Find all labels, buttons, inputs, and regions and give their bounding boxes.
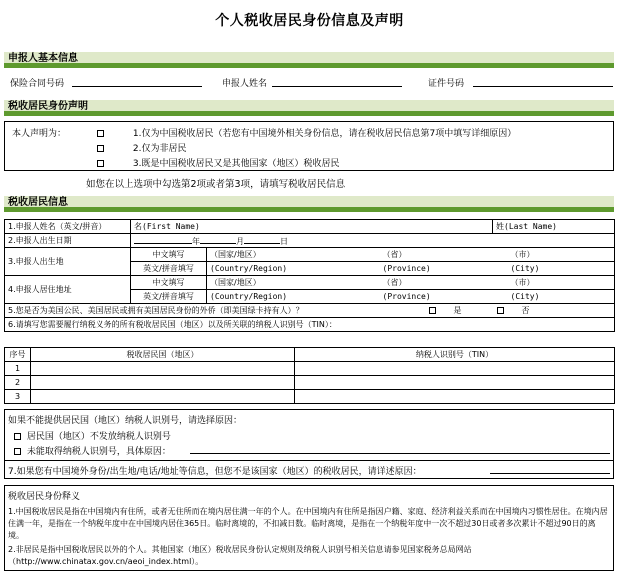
birthplace-cn-city[interactable]: （市）	[493, 248, 615, 262]
birthplace-en-label: 英文/拼音填写	[131, 262, 207, 276]
id-no-label: 证件号码	[428, 79, 465, 89]
birthplace-en-country[interactable]: (Country/Region)	[207, 262, 353, 276]
option-1-text: 1.仅为中国税收居民（若您有中国境外相关身份信息，请在税收居民信息第7项中填写详细原因）	[132, 129, 517, 139]
table-row: 2	[5, 376, 31, 390]
birthplace-label: 3.申报人出生地	[5, 248, 131, 276]
first-name-field[interactable]: 名(First Name)	[131, 220, 493, 234]
no-tin-label: 如果不能提供居民国（地区）纳税人识别号，请选择原因：	[8, 416, 243, 426]
notes-paragraph-2: 2.非居民是指中国税收居民以外的个人。其他国家（地区）税收居民身份认定规则及纳税人识别号相关信息请参见国家税务总局网站（http://www.chinatax.gov.cn/aeoi_index.html）。	[8, 545, 472, 566]
address-label: 4.申报人居住地址	[5, 276, 131, 304]
tin-value-1[interactable]	[295, 362, 615, 376]
tin-country-2[interactable]	[31, 376, 295, 390]
address-en-province[interactable]: (Province)	[353, 290, 493, 304]
address-cn-label: 中文填写	[131, 276, 207, 290]
us-person-no-label: 否	[521, 306, 530, 315]
id-no-field[interactable]	[473, 86, 613, 87]
tin-value-3[interactable]	[295, 390, 615, 404]
day-label: 日	[280, 236, 288, 246]
month-label: 月	[236, 236, 244, 246]
us-person-yes-label: 是	[453, 306, 462, 315]
option-2-text: 2.仅为非居民	[132, 144, 187, 154]
tin-country-1[interactable]	[31, 362, 295, 376]
tin-country-3[interactable]	[31, 390, 295, 404]
birthplace-cn-label: 中文填写	[131, 248, 207, 262]
tin-table	[4, 347, 615, 404]
birth-date-field[interactable]	[131, 234, 615, 248]
table-row: 3	[5, 390, 31, 404]
address-en-city[interactable]: (City)	[493, 290, 615, 304]
resident-info-table	[4, 219, 615, 332]
row7-reason-field[interactable]	[490, 473, 610, 474]
applicant-name-field[interactable]	[272, 86, 402, 87]
address-cn-province[interactable]: （省）	[353, 276, 493, 290]
tin-col-seq: 序号	[5, 348, 31, 362]
no-tin-checkbox-1[interactable]	[14, 433, 21, 440]
tin-col-tin: 纳税人识别号（TIN）	[295, 348, 615, 362]
year-label: 年	[192, 236, 200, 246]
tin-instruction: 6.请填写您需要履行纳税义务的所有税收居民国（地区）以及所关联的纳税人识别号（TIN）：	[5, 318, 615, 332]
row7-divider	[4, 460, 614, 461]
last-name-field[interactable]: 姓(Last Name)	[493, 220, 615, 234]
us-person-no-checkbox[interactable]	[497, 307, 504, 314]
notes-paragraph-1: 1.中国税收居民是指在中国境内有住所，或者无住所而在境内居住满一年的个人。在中国境内有住所是指因户籍、家庭、经济利益关系而在中国境内习惯性居住。在境内居住满一年，是指在一个纳税年度中在中国境内居住365日。临时离境的，不扣减日数。临时离境，是指在一个纳税年度中一次不超过30日或者多次累计不超过90日的离境。	[8, 507, 608, 540]
us-person-question: 5.您是否为美国公民、美国居民或拥有美国居民身份的外侨（即美国绿卡持有人）？	[8, 306, 304, 315]
no-tin-option-2-text: 未能取得纳税人识别号，具体原因：	[26, 447, 171, 457]
checkbox-option-2[interactable]	[97, 145, 104, 152]
row7-label: 7.如果您有中国境外身份/出生地/电话/地址等信息，但您不是该国家（地区）的税收居民，请详述原因：	[8, 467, 422, 477]
birthplace-en-province[interactable]: (Province)	[353, 262, 493, 276]
applicant-name-label: 申报人姓名	[222, 79, 268, 89]
birthplace-cn-province[interactable]: （省）	[353, 248, 493, 262]
page-title: 个人税收居民身份信息及声明	[215, 13, 404, 29]
declaration-label: 本人声明为：	[12, 129, 67, 139]
no-tin-option-2	[14, 444, 171, 457]
tin-col-country: 税收居民国（地区）	[31, 348, 295, 362]
address-en-country[interactable]: (Country/Region)	[207, 290, 353, 304]
option-3-text: 3.既是中国税收居民又是其他国家（地区）税收居民	[132, 159, 340, 169]
address-en-label: 英文/拼音填写	[131, 290, 207, 304]
policy-no-field[interactable]	[72, 86, 202, 87]
no-tin-option-1-text: 居民国（地区）不发放纳税人识别号	[26, 432, 171, 442]
no-tin-option-1	[14, 429, 171, 442]
no-tin-checkbox-2[interactable]	[14, 448, 21, 455]
address-cn-country[interactable]: （国家/地区）	[207, 276, 353, 290]
tin-value-2[interactable]	[295, 376, 615, 390]
checkbox-option-3[interactable]	[97, 160, 104, 167]
policy-no-label: 保险合同号码	[10, 79, 65, 89]
checkbox-option-1[interactable]	[97, 130, 104, 137]
declaration-option-3	[97, 156, 339, 169]
birth-date-label: 2.申报人出生日期	[5, 234, 131, 248]
birthplace-cn-country[interactable]: （国家/地区）	[207, 248, 353, 262]
notes-heading: 税收居民身份释义	[8, 492, 81, 502]
table-row: 1	[5, 362, 31, 376]
section-header-resident: 税收居民信息	[4, 196, 614, 212]
us-person-row	[5, 304, 615, 318]
declaration-option-2	[97, 141, 186, 154]
address-cn-city[interactable]: （市）	[493, 276, 615, 290]
section-header-declaration: 税收居民身份声明	[4, 100, 614, 116]
no-tin-reason-field[interactable]	[190, 453, 610, 454]
us-person-yes-checkbox[interactable]	[429, 307, 436, 314]
declaration-option-1	[97, 126, 516, 139]
birthplace-en-city[interactable]: (City)	[493, 262, 615, 276]
section-header-basic: 申报人基本信息	[4, 52, 614, 68]
declaration-note: 如您在以上选项中勾选第2项或者第3项，请填写税收居民信息	[86, 179, 346, 190]
first-name-row-label: 1.申报人姓名（英文/拼音）	[5, 220, 131, 234]
